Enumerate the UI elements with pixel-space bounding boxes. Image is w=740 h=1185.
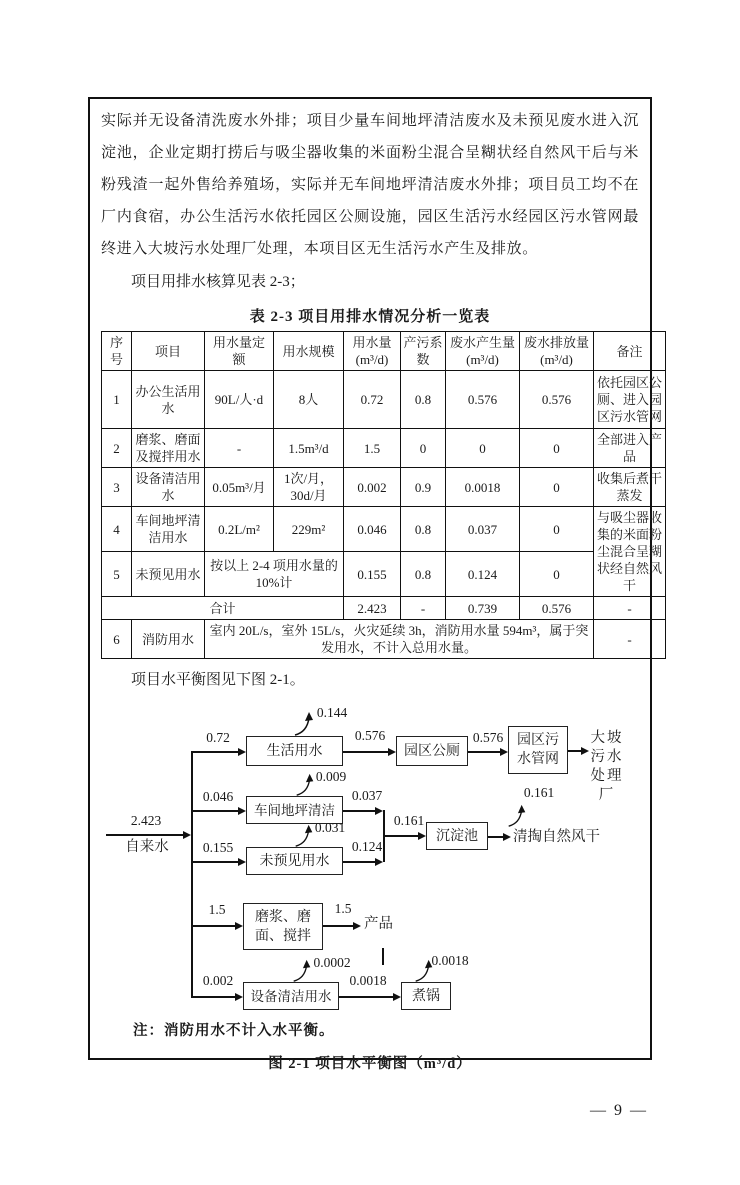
cell-remark: 收集后煮干蒸发 — [594, 468, 666, 507]
cell-use: 1.5 — [344, 429, 401, 468]
product-text: 产品 — [364, 916, 393, 932]
flow-line — [191, 861, 238, 863]
cell-no: 4 — [102, 507, 132, 552]
diagram-note: 注：消防用水不计入水平衡。 — [133, 1023, 335, 1039]
cell-fire-detail: 室内 20L/s，室外 15L/s，火灾延续 3h，消防用水量 594m³，属于突发用水，不计入总用水量。 — [205, 620, 594, 659]
evap-value: 0.161 — [523, 785, 555, 800]
cell-use: 0.72 — [344, 371, 401, 429]
cell-item: 磨浆、磨面及搅拌用水 — [132, 429, 205, 468]
cell-scale: 229m² — [274, 507, 344, 552]
cell-item: 消防用水 — [132, 620, 205, 659]
cell-discharge: 0 — [520, 552, 594, 597]
cell-remark: 全部进入产品 — [594, 429, 666, 468]
flow-line — [383, 835, 418, 837]
arrowhead — [375, 807, 383, 815]
diagram-intro-text: 项目水平衡图见下图 2-1。 — [131, 672, 305, 688]
node-sewage-network: 园区污水管网 — [508, 726, 568, 774]
cell-total-coef: - — [401, 597, 446, 620]
cell-item: 设备清洁用水 — [132, 468, 205, 507]
flow-line — [191, 996, 235, 998]
flow-value: 0.037 — [351, 788, 383, 803]
evap-value: 0.144 — [316, 705, 348, 720]
flow-line — [343, 810, 376, 812]
cell-remark: - — [594, 620, 666, 659]
table-row — [102, 507, 666, 552]
cell-total-discharge: 0.576 — [520, 597, 594, 620]
cell-total-remark: - — [594, 597, 666, 620]
cell-no: 5 — [102, 552, 132, 597]
source-label: 自来水 — [125, 839, 169, 855]
flow-line — [343, 751, 388, 753]
evap-value: 0.0018 — [431, 953, 469, 968]
cell-quota: 0.2L/m² — [205, 507, 274, 552]
arrowhead — [393, 993, 401, 1001]
cell-use: 0.155 — [344, 552, 401, 597]
figure-caption: 图 2-1 项目水平衡图（m³/d） — [268, 1056, 472, 1072]
flow-value: 0.155 — [202, 840, 234, 855]
col-header-no: 序号 — [102, 332, 132, 371]
col-header-item: 项目 — [132, 332, 205, 371]
evap-value: 0.009 — [315, 769, 347, 784]
cell-total-label: 合计 — [102, 597, 344, 620]
cell-produce: 0.0018 — [446, 468, 520, 507]
table-intro-text: 项目用排水核算见表 2-3； — [131, 274, 305, 290]
node-milling: 磨浆、磨面、搅拌 — [243, 903, 323, 950]
cell-coef: 0.9 — [401, 468, 446, 507]
cell-no: 2 — [102, 429, 132, 468]
evap-value: 0.0002 — [313, 955, 351, 970]
cell-coef: 0.8 — [401, 371, 446, 429]
arrowhead — [238, 858, 246, 866]
flow-line — [339, 996, 393, 998]
table-row — [102, 552, 666, 597]
flow-value: 0.124 — [351, 839, 383, 854]
flow-line — [343, 861, 376, 863]
cell-no: 6 — [102, 620, 132, 659]
flow-line — [191, 810, 238, 812]
flow-value: 0.0018 — [349, 973, 387, 988]
node-equipment-cleaning: 设备清洁用水 — [243, 982, 339, 1010]
flow-line — [191, 751, 238, 753]
body-paragraph: 实际并无设备清洗废水外排；项目少量车间地坪清洁废水及未预见废水进入沉淀池，企业定期打捞后与吸尘器收集的米面粉尘混合呈糊状经自然风干后与米粉残渣一起外售给养殖场，实际并无车间地坪清洁废水外排；项目员工均不在厂内食宿，办公生活污水依托园区公厕设施，园区生活污水经园区污水管网最终进入大坡污水处理厂处理，本项目区无生活污水产生及排放。 — [101, 113, 639, 257]
evap-value: 0.031 — [314, 820, 346, 835]
cell-coef: 0.8 — [401, 507, 446, 552]
report-form-frame — [88, 97, 662, 1072]
flow-line — [568, 750, 581, 752]
flow-line — [106, 834, 184, 836]
node-unforeseen-water: 未预见用水 — [246, 847, 343, 875]
arrowhead — [500, 748, 508, 756]
cell-scale: 1.5m³/d — [274, 429, 344, 468]
arrowhead — [238, 748, 246, 756]
cell-coef: 0 — [401, 429, 446, 468]
cell-no: 3 — [102, 468, 132, 507]
cell-discharge: 0 — [520, 429, 594, 468]
cell-item: 未预见用水 — [132, 552, 205, 597]
stray-mark — [382, 948, 384, 965]
arrowhead — [581, 747, 589, 755]
flow-value: 0.046 — [202, 789, 234, 804]
arrowhead — [238, 807, 246, 815]
col-header-use: 用水量 (m³/d) — [344, 332, 401, 371]
cell-scale: 8人 — [274, 371, 344, 429]
cell-total-use: 2.423 — [344, 597, 401, 620]
cell-produce: 0.576 — [446, 371, 520, 429]
cell-quota-scale-merged: 按以上 2-4 项用水量的 10%计 — [205, 552, 344, 597]
flow-value: 0.576 — [354, 728, 386, 743]
col-header-coef: 产污系数 — [401, 332, 446, 371]
cell-no: 1 — [102, 371, 132, 429]
cell-scale: 1次/月，30d/月 — [274, 468, 344, 507]
node-floor-cleaning: 车间地坪清洁 — [246, 796, 343, 824]
flow-line — [468, 751, 500, 753]
node-cooking-pot: 煮锅 — [401, 982, 451, 1010]
trunk-line — [191, 751, 193, 997]
arrowhead — [418, 832, 426, 840]
table-header-row — [102, 332, 666, 371]
cell-item: 车间地坪清洁用水 — [132, 507, 205, 552]
flow-value: 0.002 — [202, 973, 234, 988]
col-header-discharge: 废水排放量(m³/d) — [520, 332, 594, 371]
table-total-row — [102, 597, 666, 620]
cell-remark-merged: 与吸尘器收集的米面粉尘混合呈糊状经自然风干 — [594, 507, 666, 597]
cell-discharge: 0.576 — [520, 371, 594, 429]
node-sediment-tank: 沉淀池 — [426, 822, 488, 850]
cell-total-produce: 0.739 — [446, 597, 520, 620]
node-park-toilet: 园区公厕 — [396, 736, 468, 766]
flow-value-source: 2.423 — [130, 813, 162, 828]
arrowhead — [503, 833, 511, 841]
cell-produce: 0 — [446, 429, 520, 468]
cell-use: 0.002 — [344, 468, 401, 507]
page-number: — 9 — — [590, 1102, 648, 1119]
col-header-scale: 用水规模 — [274, 332, 344, 371]
sediment-output-text: 清掏自然风干 — [513, 829, 600, 845]
table-title: 表 2-3 项目用排水情况分析一览表 — [249, 309, 491, 325]
cell-produce: 0.037 — [446, 507, 520, 552]
cell-quota: - — [205, 429, 274, 468]
flow-value: 1.5 — [208, 902, 226, 917]
arrowhead — [353, 922, 361, 930]
cell-remark: 依托园区公厕、进入园区污水管网 — [594, 371, 666, 429]
table-row — [102, 468, 666, 507]
flow-value: 0.161 — [393, 813, 425, 828]
flow-value: 0.576 — [472, 730, 504, 745]
cell-discharge: 0 — [520, 468, 594, 507]
flow-value: 1.5 — [334, 901, 352, 916]
flow-line — [323, 925, 353, 927]
cell-produce: 0.124 — [446, 552, 520, 597]
flow-value: 0.72 — [206, 730, 230, 745]
cell-quota: 0.05m³/月 — [205, 468, 274, 507]
table-fire-row — [102, 620, 666, 659]
flow-line — [191, 925, 235, 927]
node-treatment-plant: 大坡污水处理厂 — [590, 730, 624, 803]
table-row — [102, 429, 666, 468]
cell-use: 0.046 — [344, 507, 401, 552]
water-balance-diagram — [101, 701, 639, 1017]
cell-coef: 0.8 — [401, 552, 446, 597]
cell-item: 办公生活用水 — [132, 371, 205, 429]
arrowhead — [375, 858, 383, 866]
water-use-table — [101, 331, 666, 659]
col-header-produce: 废水产生量(m³/d) — [446, 332, 520, 371]
node-domestic-water: 生活用水 — [246, 736, 343, 766]
cell-discharge: 0 — [520, 507, 594, 552]
arrowhead — [388, 748, 396, 756]
table-row — [102, 371, 666, 429]
evaporation-arrow-icon — [506, 804, 528, 828]
col-header-quota: 用水量定额 — [205, 332, 274, 371]
flow-line — [488, 836, 503, 838]
arrowhead — [235, 993, 243, 1001]
col-header-remark: 备注 — [594, 332, 666, 371]
cell-quota: 90L/人·d — [205, 371, 274, 429]
arrowhead — [235, 922, 243, 930]
